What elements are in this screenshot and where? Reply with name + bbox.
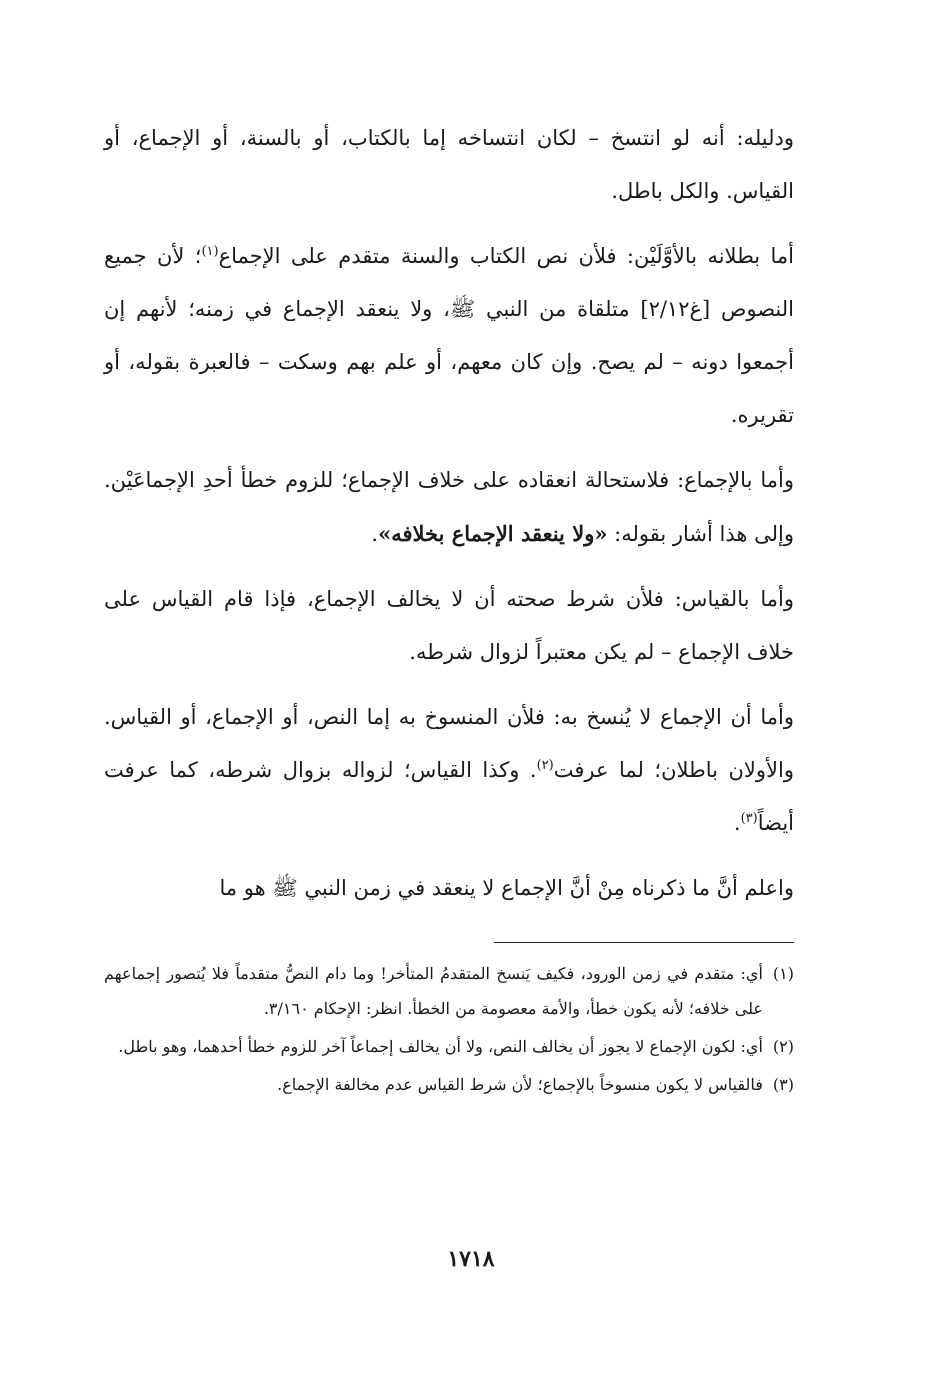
page-number: ١٧١٨ xyxy=(447,1246,495,1272)
paragraph-4-text: وأما بالقياس: فلأن شرط صحته أن لا يخالف الإجماع، فإذا قام القياس على خلاف الإجماع – لم يكن معتبراً لزوال شرطه. xyxy=(104,587,794,664)
footnote-separator xyxy=(494,942,794,943)
footnote-1-text: أي: متقدم في زمن الورود، فكيف يَنسخ المتقدمُ المتأخر! وما دام النصُّ متقدماً فلا يُتصور إجماعهم على خلافه؛ لأنه يكون خطأ، والأمة معصومة من الخطأ. انظر: الإحكام ٣/١٦٠. xyxy=(104,964,763,1018)
paragraph-5-text-b: . وكذا القياس؛ لزواله بزوال شرطه، كما عرفت أيضاً xyxy=(104,758,794,835)
footnote-1-number: (١) xyxy=(772,964,794,983)
footnote-2 xyxy=(104,1029,794,1064)
footnotes-section xyxy=(104,956,794,1105)
paragraph-3-text-a: وأما بالإجماع: فلاستحالة انعقاده على خلاف الإجماع؛ للزوم خطأ أحدِ الإجماعَيْن. وإلى هذا أشار بقوله: xyxy=(104,468,794,546)
footnote-ref-2: (٢) xyxy=(536,758,554,773)
paragraph-2-text-a: أما بطلانه بالأوَّلَيْن: فلأن نص الكتاب والسنة متقدم على الإجماع xyxy=(218,244,795,268)
paragraph-3-text-b: . xyxy=(371,522,379,546)
main-text-body xyxy=(104,112,794,927)
paragraph-6-text: واعلم أنَّ ما ذكرناه مِنْ أنَّ الإجماع لا ينعقد في زمن النبي ﷺ هو ما xyxy=(219,876,794,900)
paragraph-1-text: ودليله: أنه لو انتسخ – لكان انتساخه إما بالكتاب، أو بالسنة، أو الإجماع، أو القياس. والكل باطل. xyxy=(104,126,794,203)
footnote-2-number: (٢) xyxy=(772,1037,794,1056)
paragraph-6 xyxy=(104,862,794,915)
paragraph-2-text-b: ؛ لأن جميع النصوص [غ٢/١٢] متلقاة من النبي ﷺ، ولا ينعقد الإجماع في زمنه؛ لأنهم إن أجمعوا دونه – لم يصح. وإن كان معهم، أو علم بهم وسكت – فالعبرة بقوله، أو تقريره. xyxy=(104,244,794,427)
footnote-ref-3: (٣) xyxy=(740,811,758,826)
paragraph-3 xyxy=(104,454,794,561)
footnote-2-text: أي: لكون الإجماع لا يجوز أن يخالف النص، ولا أن يخالف إجماعاً آخر للزوم خطأ أحدهما، وهو باطل. xyxy=(118,1037,763,1056)
footnote-1 xyxy=(104,956,794,1026)
paragraph-4 xyxy=(104,573,794,679)
paragraph-5-text-a: وأما أن الإجماع لا يُنسخ به: فلأن المنسوخ به إما النص، أو الإجماع، أو القياس. والأولان باطلان؛ لما عرفت xyxy=(104,705,794,782)
footnote-3-number: (٣) xyxy=(772,1075,794,1094)
footnote-3-text: فالقياس لا يكون منسوخاً بالإجماع؛ لأن شرط القياس عدم مخالفة الإجماع. xyxy=(277,1075,763,1094)
paragraph-1 xyxy=(104,112,794,218)
footnote-ref-1: (١) xyxy=(201,244,219,259)
matn-quote: «ولا ينعقد الإجماع بخلافه» xyxy=(378,521,608,546)
paragraph-5-text-c: . xyxy=(733,811,741,835)
footnote-3 xyxy=(104,1067,794,1102)
paragraph-2 xyxy=(104,230,794,442)
paragraph-5 xyxy=(104,691,794,850)
